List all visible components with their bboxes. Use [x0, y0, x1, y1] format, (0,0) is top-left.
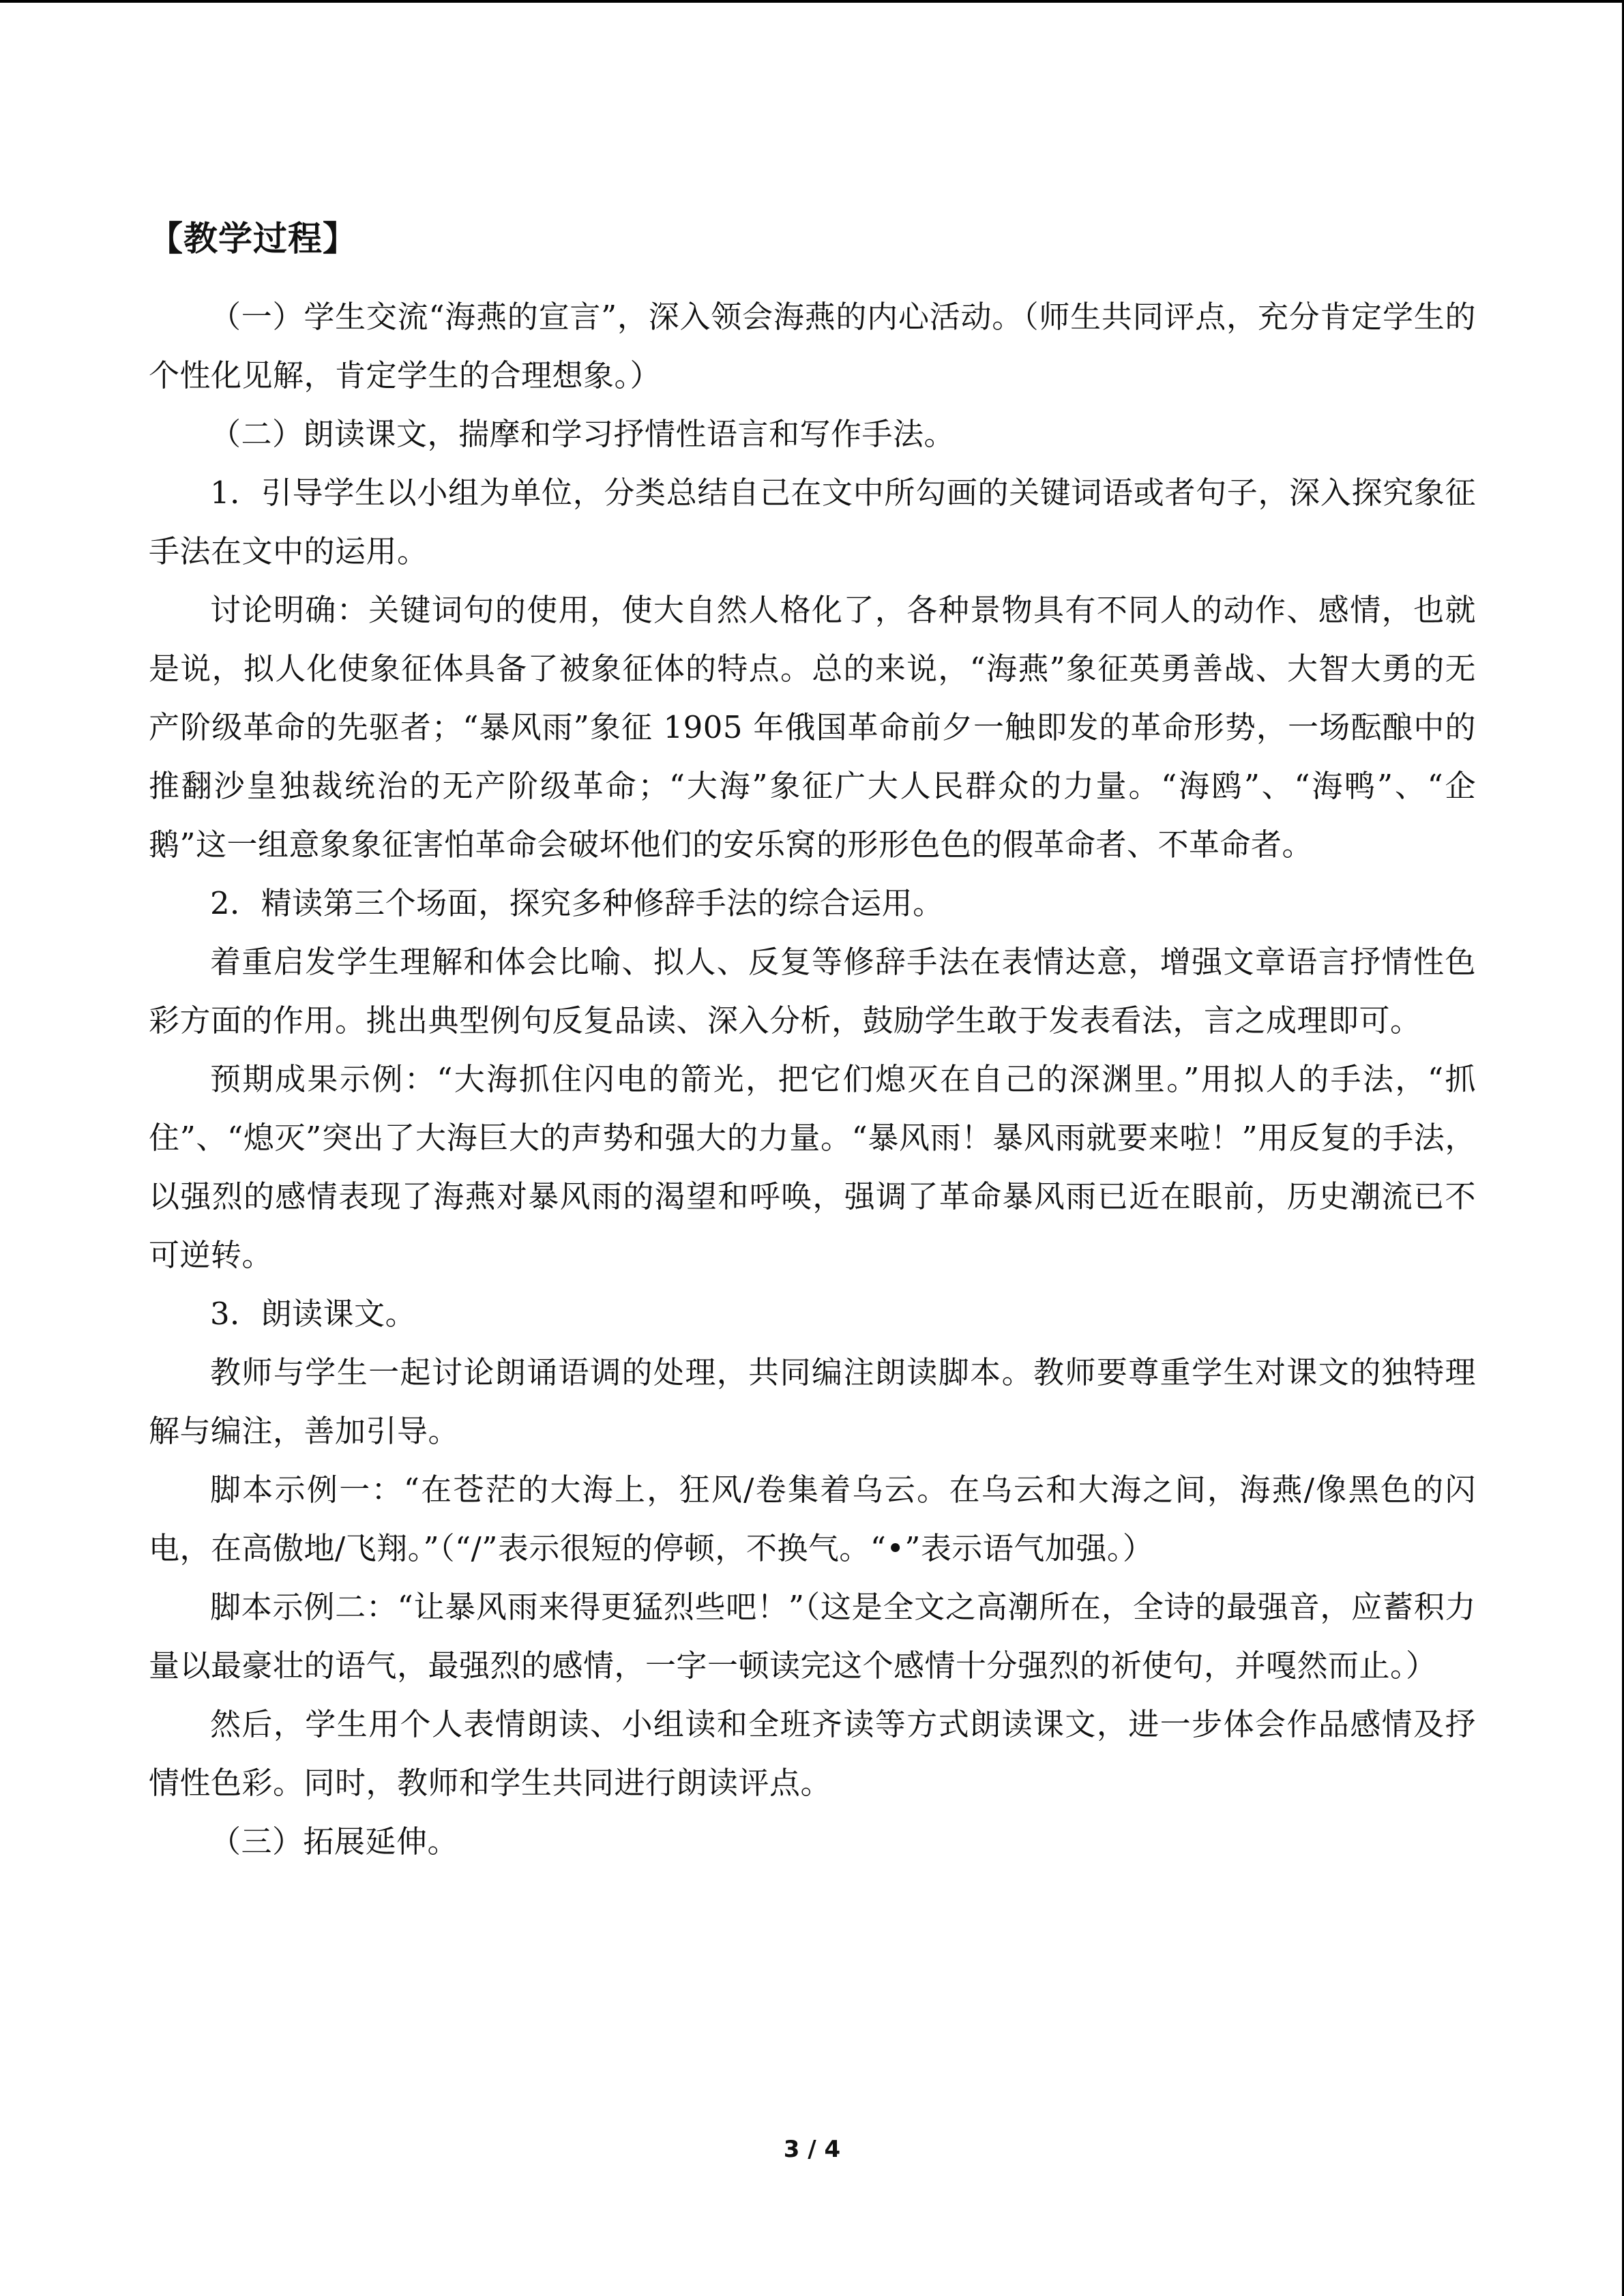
paragraph: 2．精读第三个场面，探究多种修辞手法的综合运用。 — [210, 885, 944, 921]
paragraph: 然后，学生用个人表情朗读、小组读和全班齐读等方式朗读课文，进一步体会作品感情及抒情性色彩。同时，教师和学生共同进行朗读评点。 — [149, 1706, 1476, 1801]
top-border-rule — [0, 0, 1622, 3]
paragraph: 1．引导学生以小组为单位，分类总结自己在文中所勾画的关键词语或者句子，深入探究象征手法在文中的运用。 — [149, 475, 1476, 569]
paragraph: 着重启发学生理解和体会比喻、拟人、反复等修辞手法在表情达意，增强文章语言抒情性色彩方面的作用。挑出典型例句反复品读、深入分析，鼓励学生敢于发表看法，言之成理即可。 — [149, 944, 1476, 1039]
paragraph: （三）拓展延伸。 — [210, 1823, 459, 1860]
document-body — [149, 205, 1476, 1871]
section-title: 【教学过程】 — [149, 219, 357, 258]
paragraph: 3．朗读课文。 — [210, 1296, 417, 1332]
paragraph: （二）朗读课文，揣摩和学习抒情性语言和写作手法。 — [210, 416, 956, 452]
paragraph: 脚本示例一：“在苍茫的大海上，狂风/卷集着乌云。在乌云和大海之间，海燕/像黑色的闪电，在高傲地/飞翔。”（“/”表示很短的停顿，不换气。“•”表示语气加强。） — [149, 1472, 1476, 1566]
page-number: 3 / 4 — [783, 2136, 841, 2163]
paragraph: （一）学生交流“海燕的宣言”，深入领会海燕的内心活动。（师生共同评点，充分肯定学生的个性化见解，肯定学生的合理想象。） — [149, 299, 1476, 393]
paragraph: 教师与学生一起讨论朗诵语调的处理，共同编注朗读脚本。教师要尊重学生对课文的独特理解与编注，善加引导。 — [149, 1354, 1476, 1449]
paragraph: 讨论明确：关键词句的使用，使大自然人格化了，各种景物具有不同人的动作、感情，也就是说，拟人化使象征体具备了被象征体的特点。总的来说，“海燕”象征英勇善战、大智大勇的无产阶级革命的先驱者；“暴风雨”象征 1905 年俄国革命前夕一触即发的革命形势，一场酝酿中的推翻沙皇独裁统治的无产阶级革命；“大海”象征广大人民群众的力量。“海鸥”、“海鸭”、“企鹅”这一组意象象征害怕革命会破坏他们的安乐窝的形形色色的假革命者、不革命者。 — [149, 592, 1476, 863]
paragraph: 预期成果示例：“大海抓住闪电的箭光，把它们熄灭在自己的深渊里。”用拟人的手法，“抓住”、“熄灭”突出了大海巨大的声势和强大的力量。“暴风雨！暴风雨就要来啦！”用反复的手法，以强烈的感情表现了海燕对暴风雨的渴望和呼唤，强调了革命暴风雨已近在眼前，历史潮流已不可逆转。 — [149, 1061, 1476, 1273]
paragraph: 脚本示例二：“让暴风雨来得更猛烈些吧！”（这是全文之高潮所在，全诗的最强音，应蓄积力量以最豪壮的语气，最强烈的感情，一字一顿读完这个感情十分强烈的祈使句，并嘎然而止。） — [149, 1589, 1476, 1684]
